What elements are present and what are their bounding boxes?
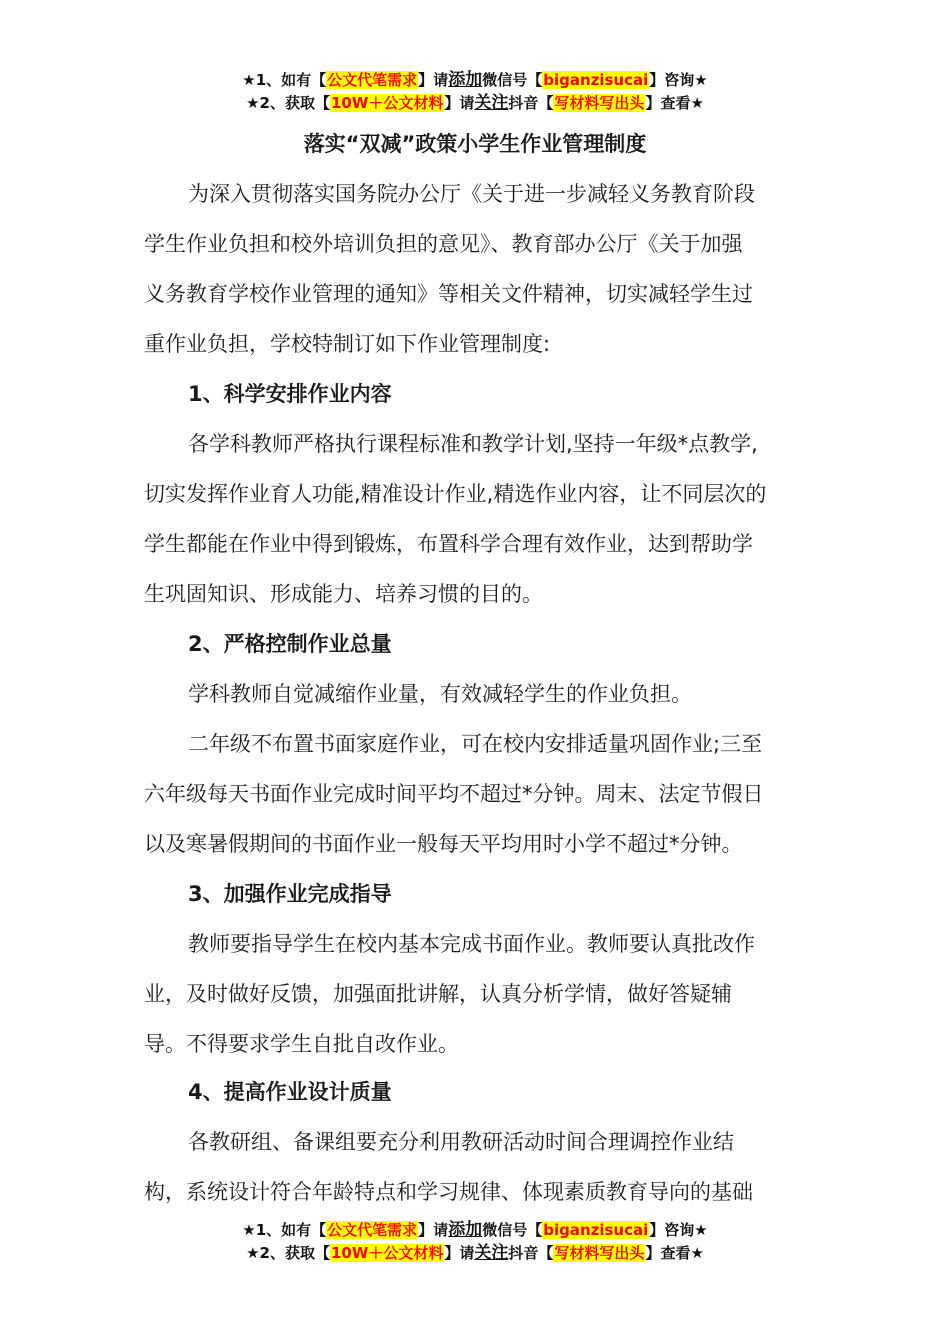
paragraph-line: 各学科教师严格执行课程标准和教学计划,坚持一年级*点教学,: [188, 432, 758, 456]
paragraph-line: 学生都能在作业中得到锻炼，布置科学合理有效作业，达到帮助学: [144, 532, 753, 556]
banner-text: 1、如有【: [255, 1221, 327, 1239]
intro-paragraph: [144, 169, 810, 369]
section-heading: 2、严格控制作业总量: [188, 632, 392, 656]
add-text: 添加: [448, 1220, 483, 1240]
banner-line-1: [0, 1219, 950, 1242]
star-icon: ★: [242, 71, 256, 89]
banner-text: 】咨询: [649, 71, 695, 89]
wechat-id: biganzisucai: [543, 71, 649, 89]
highlight-need: 公文代笔需求: [327, 71, 418, 89]
paragraph-line: 教师要指导学生在校内基本完成书面作业。教师要认真批改作: [188, 932, 755, 956]
star-icon: ★: [246, 94, 260, 112]
douyin-id: 写材料写出头: [554, 94, 645, 112]
paragraph-line: 切实发挥作业育人功能,精准设计作业,精选作业内容，让不同层次的: [144, 482, 767, 506]
banner-text: 微信号【: [482, 71, 543, 89]
top-banner: [0, 69, 950, 115]
paragraph-line: 二年级不布置书面家庭作业，可在校内安排适量巩固作业;三至: [188, 732, 763, 756]
follow-text: 关注: [474, 93, 509, 113]
banner-text: 抖音【: [508, 94, 554, 112]
banner-text: 】咨询: [649, 1221, 695, 1239]
section-paragraph: [144, 669, 810, 719]
paragraph-line: 生巩固知识、形成能力、培养习惯的目的。: [144, 582, 543, 606]
section-paragraph: [144, 419, 810, 619]
paragraph-line: 为深入贯彻落实国务院办公厅《关于进一步减轻义务教育阶段: [188, 182, 755, 206]
banner-text: 】请: [418, 71, 449, 89]
star-icon: ★: [242, 1221, 256, 1239]
paragraph-line: 重作业负担，学校特制订如下作业管理制度:: [144, 332, 551, 356]
banner-line-1: [0, 69, 950, 92]
section-heading: 3、加强作业完成指导: [188, 882, 392, 906]
star-icon: ★: [690, 94, 704, 112]
banner-text: 2、获取【: [259, 1244, 330, 1262]
paragraph-line: 六年级每天书面作业完成时间平均不超过*分钟。周末、法定节假日: [144, 782, 764, 806]
highlight-need: 公文代笔需求: [327, 1221, 418, 1239]
banner-line-2: [0, 92, 950, 115]
wechat-id: biganzisucai: [543, 1221, 649, 1239]
paragraph-line: 各教研组、备课组要充分利用教研活动时间合理调控作业结: [188, 1130, 734, 1154]
star-icon: ★: [690, 1244, 704, 1262]
paragraph-line: 构，系统设计符合年龄特点和学习规律、体现素质教育导向的基础: [144, 1180, 753, 1204]
banner-text: 抖音【: [508, 1244, 554, 1262]
section-paragraph: [144, 919, 810, 1069]
section-heading: 1、科学安排作业内容: [188, 382, 392, 406]
paragraph-line: 导。不得要求学生自批自改作业。: [144, 1032, 459, 1056]
add-text: 添加: [448, 70, 483, 90]
document-title: 落实“双减”政策小学生作业管理制度: [303, 132, 647, 156]
paragraph-line: 学生作业负担和校外培训负担的意见》、教育部办公厅《关于加强: [144, 232, 743, 256]
douyin-id: 写材料写出头: [554, 1244, 645, 1262]
banner-text: 】请: [418, 1221, 449, 1239]
paragraph-line: 义务教育学校作业管理的通知》等相关文件精神，切实减轻学生过: [144, 282, 753, 306]
banner-text: 2、获取【: [259, 94, 330, 112]
banner-line-2: [0, 1242, 950, 1265]
star-icon: ★: [694, 71, 708, 89]
bottom-banner: [0, 1219, 950, 1265]
follow-text: 关注: [474, 1243, 509, 1263]
banner-text: 】查看: [645, 1244, 691, 1262]
section-heading: 4、提高作业设计质量: [188, 1080, 392, 1104]
paragraph-line: 业，及时做好反馈，加强面批讲解，认真分析学情，做好答疑辅: [144, 982, 732, 1006]
star-icon: ★: [246, 1244, 260, 1262]
section-paragraph: [144, 719, 810, 869]
banner-text: 】请: [444, 94, 475, 112]
paragraph-line: 以及寒暑假期间的书面作业一般每天平均用时小学不超过*分钟。: [144, 832, 743, 856]
highlight-material: 10W＋公文材料: [330, 94, 444, 112]
star-icon: ★: [694, 1221, 708, 1239]
banner-text: 1、如有【: [255, 71, 327, 89]
banner-text: 】查看: [645, 94, 691, 112]
section-paragraph: [144, 1117, 810, 1217]
banner-text: 】请: [444, 1244, 475, 1262]
banner-text: 微信号【: [482, 1221, 543, 1239]
highlight-material: 10W＋公文材料: [330, 1244, 444, 1262]
paragraph-line: 学科教师自觉减缩作业量，有效减轻学生的作业负担。: [188, 682, 692, 706]
